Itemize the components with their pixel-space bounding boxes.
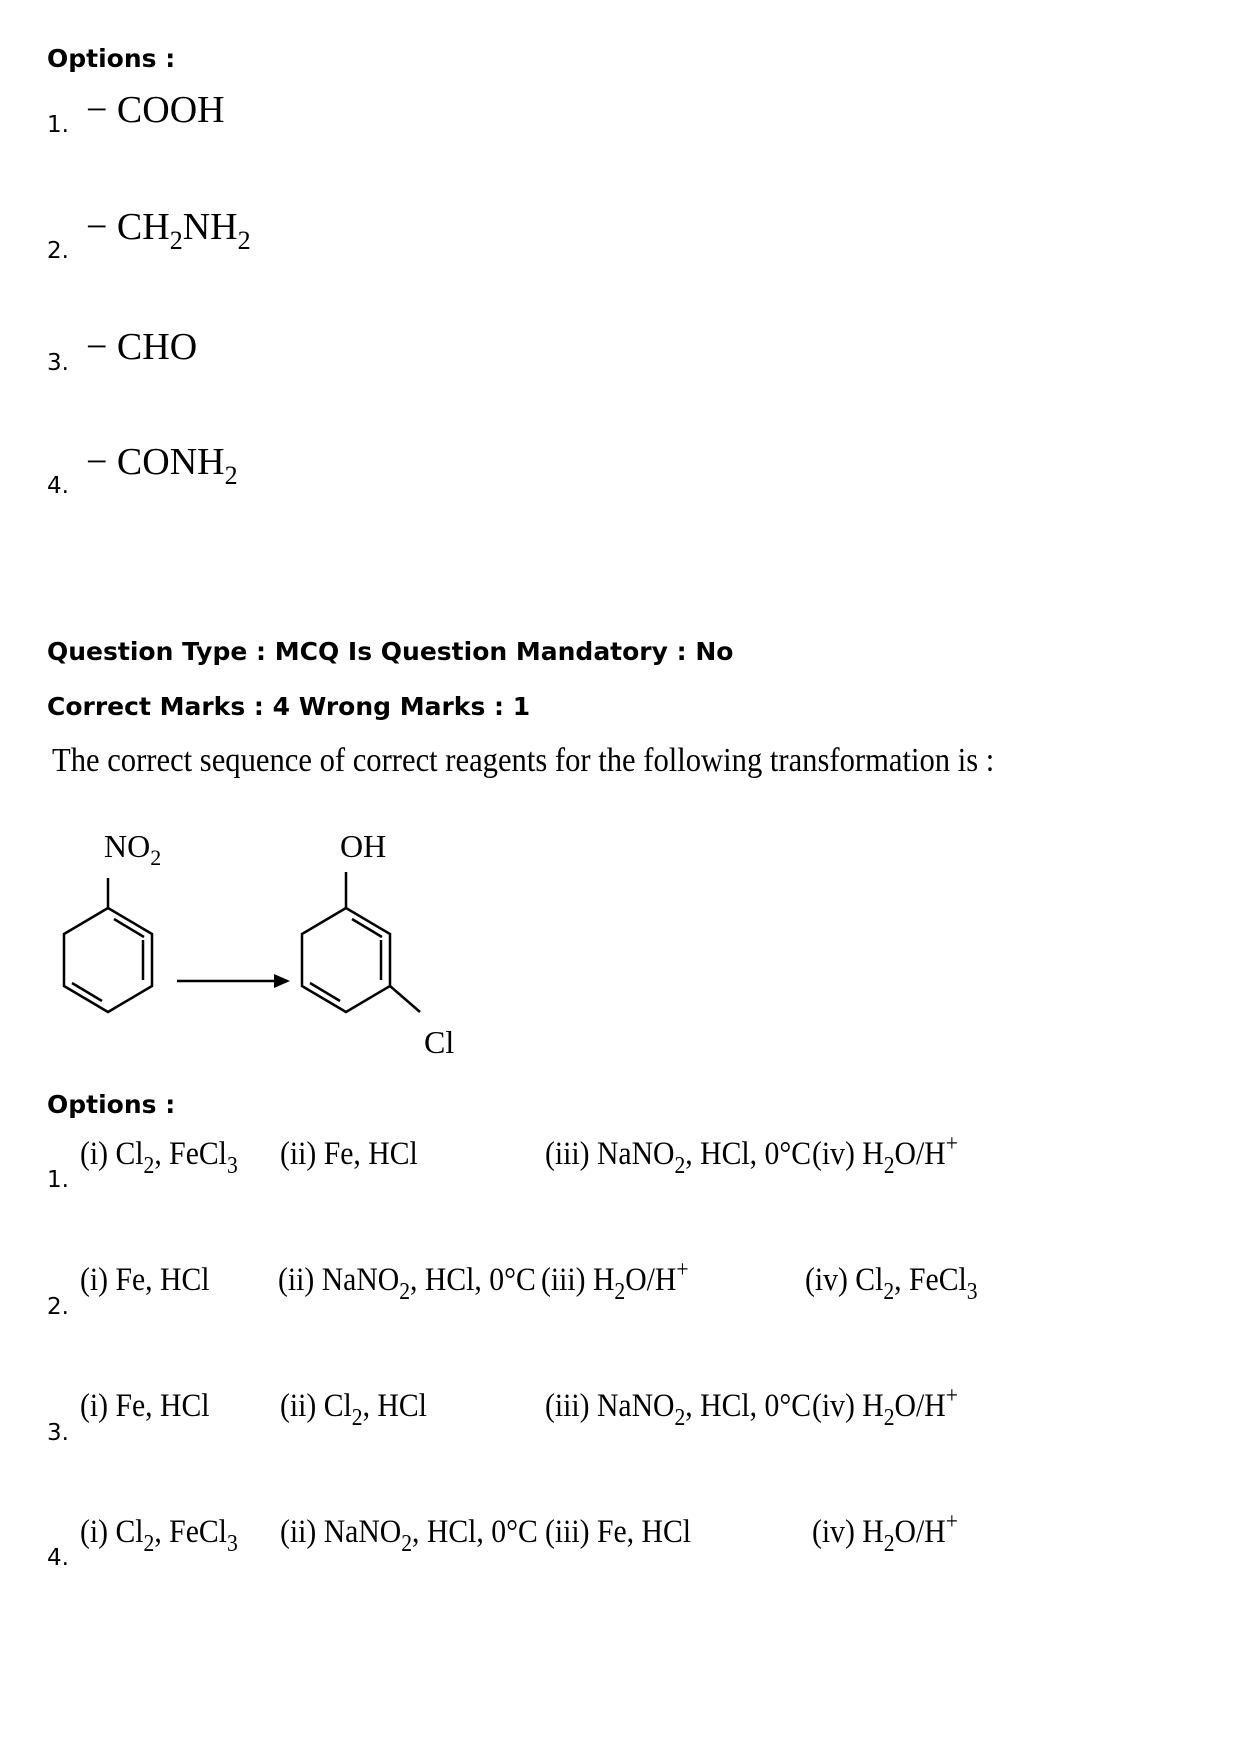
reagent-step-1: (i) $Cl_2$, FeCl$_3$: [80, 1514, 238, 1557]
reagent-step-3: (iii) NaNO$_2$, HCl, 0°C: [545, 1136, 812, 1179]
reagent-step-1: (i) Fe, HCl: [80, 1262, 210, 1298]
reagent-step-4: (iv) $H_2O/H^+$: [812, 1131, 958, 1179]
option-number: 3.: [47, 350, 69, 376]
question-type-line: Question Type : MCQ Is Question Mandatory : No: [47, 637, 734, 666]
option-number: 1.: [47, 112, 69, 138]
reagent-step-4: (iv) $H_2O/H^+$: [812, 1509, 958, 1557]
marks-line: Correct Marks : 4 Wrong Marks : 1: [47, 692, 531, 721]
reagent-step-1: (i) $Cl_2$, FeCl$_3$: [80, 1136, 238, 1179]
reagent-step-3: (iii) Fe, HCl: [545, 1514, 692, 1550]
options-heading-2: Options :: [47, 1090, 176, 1119]
option-number: 1.: [47, 1167, 69, 1193]
reagent-step-3: (iii) $H_2O/H^+$: [541, 1257, 689, 1305]
option-formula: − $CH_2NH_2$: [86, 206, 251, 255]
product-hydroxyl-label: OH: [340, 828, 387, 864]
option-formula: − $CONH_2$: [86, 441, 238, 490]
reagent-step-4: (iv) $Cl_2$, FeCl$_3$: [805, 1262, 978, 1305]
reactant-group-label: $NO_2$: [104, 828, 162, 870]
reagent-step-2: (ii) NaNO$_2$, HCl, 0°C: [278, 1262, 536, 1305]
product-chloro-label: Cl: [424, 1024, 455, 1060]
reaction-arrow: [177, 974, 290, 988]
question-text: The correct sequence of correct reagents for the following transformation is :: [52, 742, 995, 779]
option-number: 3.: [47, 1420, 69, 1446]
option-formula: − CHO: [86, 326, 198, 368]
option-number: 2.: [47, 238, 69, 264]
reagent-step-4: (iv) $H_2O/H^+$: [812, 1383, 958, 1431]
reagent-step-3: (iii) NaNO$_2$, HCl, 0°C: [545, 1388, 812, 1431]
reagent-step-2: (ii) NaNO$_2$, HCl, 0°C: [280, 1514, 538, 1557]
option-number: 4.: [47, 473, 69, 499]
options-heading-1: Options :: [47, 44, 176, 73]
option-number: 4.: [47, 1545, 69, 1571]
reactant-benzene-ring: [64, 878, 152, 1012]
reagent-step-2: (ii) $Cl_2$, HCl: [280, 1388, 427, 1431]
reagent-step-1: (i) Fe, HCl: [80, 1388, 210, 1424]
option-number: 2.: [47, 1294, 69, 1320]
reagent-step-2: (ii) Fe, HCl: [280, 1136, 418, 1172]
option-formula: − COOH: [86, 89, 225, 131]
product-benzene-ring: [302, 872, 420, 1012]
